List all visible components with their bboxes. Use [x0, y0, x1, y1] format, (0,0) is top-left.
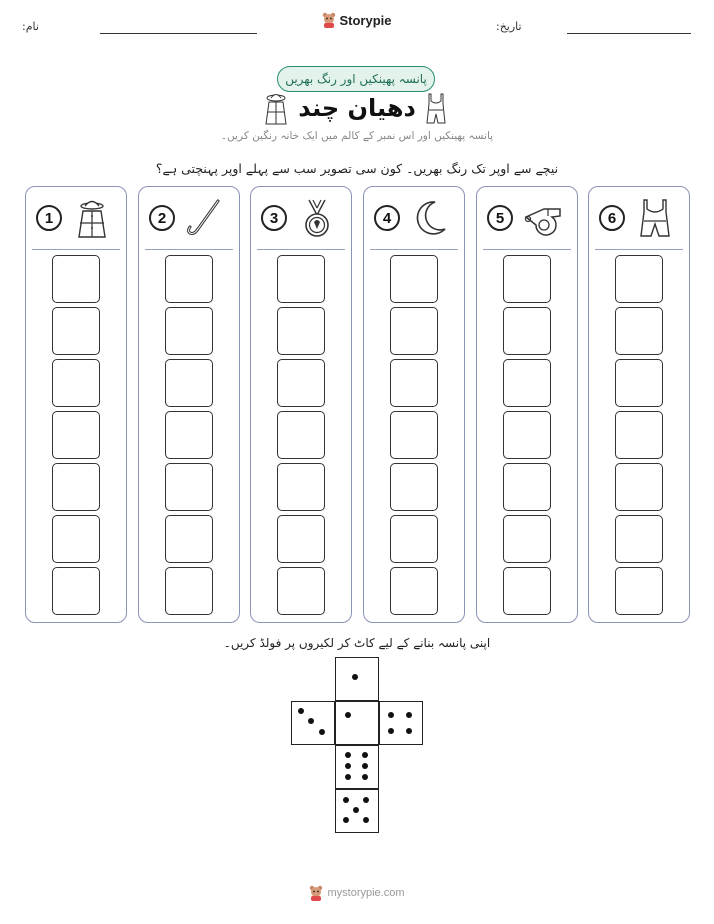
dice-face-5 [335, 789, 379, 833]
dice-pip [345, 712, 351, 718]
coat-icon [71, 197, 113, 239]
color-box[interactable] [503, 359, 551, 407]
color-box[interactable] [52, 567, 100, 615]
color-box[interactable] [277, 359, 325, 407]
footer [0, 885, 714, 901]
color-box[interactable] [615, 463, 663, 511]
page-title: دھیان چند [298, 94, 416, 122]
color-box[interactable] [503, 307, 551, 355]
brand-name: Storypie [339, 12, 392, 28]
subtitle: پانسہ پھینکیں اور اس نمبر کے کالم میں ایک خانہ رنگین کریں۔ [220, 130, 494, 142]
color-box[interactable] [165, 359, 213, 407]
whistle-icon [522, 197, 564, 239]
color-box[interactable] [390, 411, 438, 459]
column-1 [25, 186, 127, 623]
cut-fold-instruction: اپنی پانسہ بنانے کے لیے کاٹ کر لکیروں پر فولڈ کریں۔ [223, 636, 491, 650]
activity-badge: پانسہ پھینکیں اور رنگ بھریں [277, 66, 435, 92]
color-box[interactable] [52, 359, 100, 407]
color-box[interactable] [390, 567, 438, 615]
column-4 [363, 186, 465, 623]
jersey-icon [634, 197, 676, 239]
dice-net [290, 657, 424, 835]
medal-icon [296, 197, 338, 239]
storypie-bear-icon [309, 885, 323, 901]
color-box[interactable] [390, 515, 438, 563]
dice-pip [353, 807, 359, 813]
color-box[interactable] [165, 411, 213, 459]
column-number: 5 [487, 205, 513, 231]
dice-pip [308, 718, 314, 724]
dice-pip [363, 817, 369, 823]
brand-logo [0, 12, 714, 28]
column-divider [370, 249, 458, 250]
dice-pip [388, 712, 394, 718]
column-divider [145, 249, 233, 250]
color-box[interactable] [503, 463, 551, 511]
column-number: 2 [149, 205, 175, 231]
color-box[interactable] [503, 255, 551, 303]
date-label: تاریخ: [496, 20, 522, 33]
column-number: 4 [374, 205, 400, 231]
color-box[interactable] [615, 515, 663, 563]
color-box[interactable] [390, 463, 438, 511]
dice-face-1 [335, 701, 379, 745]
color-box[interactable] [615, 255, 663, 303]
dice-pip [362, 763, 368, 769]
color-box[interactable] [390, 255, 438, 303]
color-box[interactable] [390, 307, 438, 355]
color-box[interactable] [165, 255, 213, 303]
color-box[interactable] [52, 463, 100, 511]
color-box[interactable] [615, 567, 663, 615]
color-box[interactable] [503, 567, 551, 615]
storypie-bear-icon [322, 12, 336, 28]
dice-pip [362, 752, 368, 758]
jersey-icon [426, 92, 446, 126]
color-box[interactable] [277, 567, 325, 615]
hockey-stick-icon [184, 197, 226, 239]
dice-pip [388, 728, 394, 734]
color-box[interactable] [277, 255, 325, 303]
date-line [567, 33, 691, 34]
dice-face-1 [335, 657, 379, 701]
color-box[interactable] [277, 463, 325, 511]
color-box[interactable] [615, 307, 663, 355]
column-2 [138, 186, 240, 623]
column-5 [476, 186, 578, 623]
color-box[interactable] [277, 515, 325, 563]
color-box[interactable] [503, 515, 551, 563]
color-box[interactable] [52, 307, 100, 355]
column-number: 6 [599, 205, 625, 231]
dice-pip [345, 763, 351, 769]
column-6 [588, 186, 690, 623]
color-box[interactable] [615, 359, 663, 407]
color-box[interactable] [52, 255, 100, 303]
dice-pip [298, 708, 304, 714]
color-box[interactable] [503, 411, 551, 459]
column-divider [32, 249, 120, 250]
column-divider [257, 249, 345, 250]
column-divider [595, 249, 683, 250]
crescent-moon-icon [409, 197, 451, 239]
color-box[interactable] [390, 359, 438, 407]
column-number: 1 [36, 205, 62, 231]
dice-pip [343, 797, 349, 803]
dice-pip [343, 817, 349, 823]
column-divider [483, 249, 571, 250]
dice-face-3 [291, 701, 335, 745]
color-box[interactable] [277, 307, 325, 355]
footer-url[interactable]: mystorypie.com [327, 887, 405, 899]
name-label: نام: [22, 20, 39, 33]
dice-pip [406, 728, 412, 734]
color-box[interactable] [277, 411, 325, 459]
dice-pip [406, 712, 412, 718]
color-box[interactable] [52, 411, 100, 459]
color-box[interactable] [165, 307, 213, 355]
column-number: 3 [261, 205, 287, 231]
column-3 [250, 186, 352, 623]
dice-pip [345, 774, 351, 780]
color-box[interactable] [165, 567, 213, 615]
color-box[interactable] [165, 515, 213, 563]
color-box[interactable] [52, 515, 100, 563]
dice-pip [345, 752, 351, 758]
question-text: نیچے سے اوپر تک رنگ بھریں۔ کون سی تصویر سب سے پہلے اوپر پہنچتی ہے؟ [155, 161, 559, 176]
title-row [0, 92, 714, 128]
color-box[interactable] [615, 411, 663, 459]
color-box[interactable] [165, 463, 213, 511]
dice-pip [363, 797, 369, 803]
dice-pip [362, 774, 368, 780]
dice-pip [319, 729, 325, 735]
dice-face-6 [335, 745, 379, 789]
name-line [100, 33, 257, 34]
dice-pip [352, 674, 358, 680]
dice-face-4 [379, 701, 423, 745]
